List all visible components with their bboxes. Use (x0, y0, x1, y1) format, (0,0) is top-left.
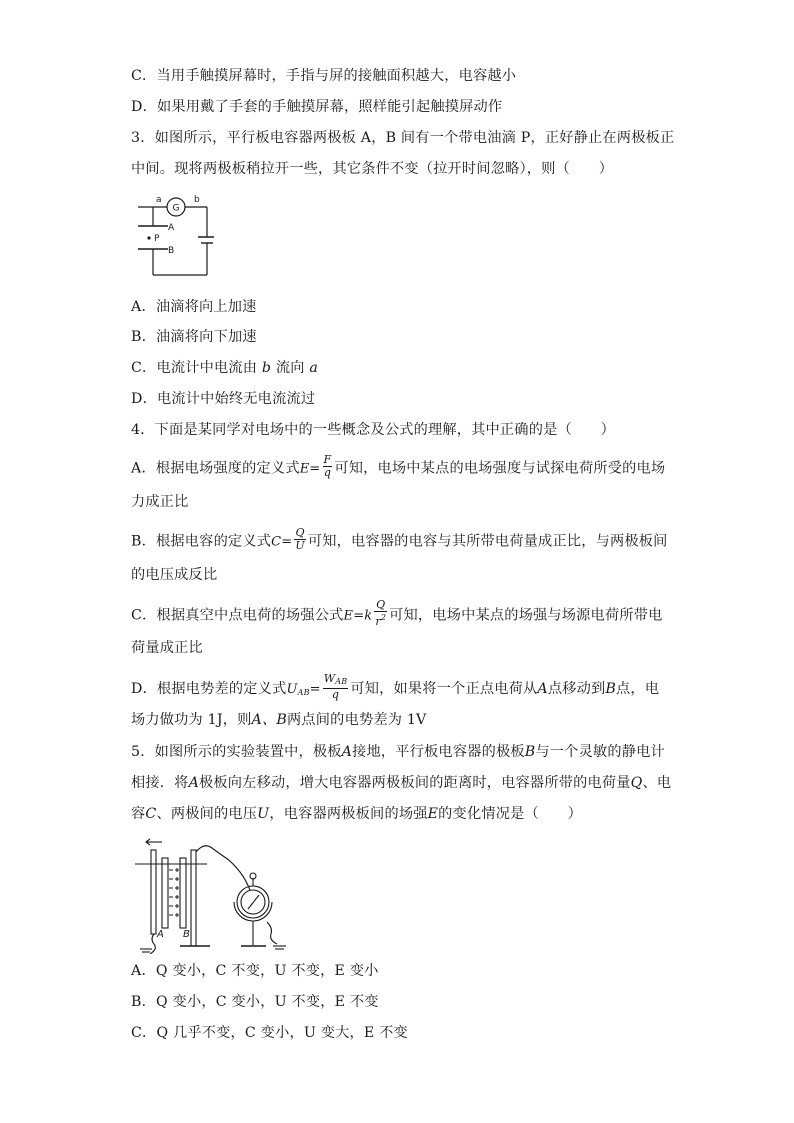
q5-stem-line2: 相接．将A极板向左移动，增大电容器两极板间的距离时，电容器所带的电荷量Q、电 (131, 775, 672, 791)
oil-drop-dot (147, 236, 150, 239)
q4-option-c-line2: 荷量成正比 (131, 640, 203, 656)
label-plate-a: A (157, 929, 164, 940)
label-plate-b: B (183, 929, 190, 940)
q4-option-d-line2: 场力做功为 1J，则A、B两点间的电势差为 1V (131, 712, 427, 728)
q5-option-a: A．Q 变小，C 不变，U 不变，E 变小 (131, 963, 379, 979)
q3-stem-line1: 3．如图所示，平行板电容器两极板 A，B 间有一个带电油滴 P，正好静止在两极板正 (131, 130, 675, 146)
formula-capacitance: $\frac{Q}{U}$ (295, 526, 305, 552)
q3-option-c: C．电流计中电流由 b 流向 a (131, 360, 319, 376)
q5-stem-line1: 5．如图所示的实验装置中，极板A接地，平行板电容器的极板B与一个灵敏的静电计 (131, 744, 665, 760)
q3-option-a: A．油滴将向上加速 (131, 299, 257, 315)
q3-option-b: B．油滴将向下加速 (131, 329, 257, 345)
label-b: b (194, 195, 200, 205)
q5-option-b: B．Q 变小，C 变小，U 不变，E 不变 (131, 994, 379, 1010)
label-a: a (156, 195, 162, 205)
formula-point-charge: $\frac{Q}{r^2}$ (375, 598, 387, 628)
negative-charges (169, 870, 173, 915)
label-plate-b: B (168, 246, 175, 256)
q5-stem-line3: 容C、两极间的电压U，电容器两极板间的场强E的变化情况是（ ） (131, 806, 583, 822)
q4-option-a-line2: 力成正比 (131, 494, 189, 510)
q3-circuit-diagram (134, 190, 214, 282)
q2-option-c: C．当用手触摸屏幕时，手指与屏的接触面积越大，电容越小 (131, 68, 517, 84)
positive-charges (175, 868, 179, 917)
q5-electrometer-apparatus (132, 836, 292, 954)
label-plate-a: A (168, 223, 175, 233)
q4-option-d-line1: D．根据电势差的定义式$U_{AB}=$ $\frac{W_{AB}}{q}$ 可知，如果将一个正点电荷从A点移动到B点，电 (131, 672, 660, 701)
q3-option-d: D．电流计中始终无电流流过 (131, 391, 316, 407)
label-p: P (154, 234, 160, 244)
q3-stem-line2: 中间。现将两极板稍拉开一些，其它条件不变（拉开时间忽略），则（ ） (131, 161, 614, 177)
formula-potential-difference: $\frac{W_{AB}}{q}$ (323, 672, 348, 701)
label-galvanometer: G (172, 203, 180, 214)
q4-option-c-line1: C．根据真空中点电荷的场强公式E=k $\frac{Q}{r^2}$ 可知，电场中某点的场强与场源电荷所带电 (131, 598, 663, 628)
q5-option-c: C．Q 几乎不变，C 变小，U 变大，E 不变 (131, 1025, 408, 1041)
formula-field-strength: $\frac{F}{q}$ (323, 453, 332, 479)
q4-stem: 4．下面是某同学对电场中的一些概念及公式的理解，其中正确的是（ ） (131, 422, 616, 438)
q2-option-d: D．如果用戴了手套的手触摸屏幕，照样能引起触摸屏动作 (131, 99, 503, 115)
q4-option-a-line1: A．根据电场强度的定义式E= $\frac{F}{q}$ 可知，电场中某点的电场强度与试探电荷所受的电场 (131, 453, 666, 479)
q4-option-b-line1: B．根据电容的定义式C= $\frac{Q}{U}$ 可知，电容器的电容与其所带电荷量成正比，与两极板间 (131, 526, 668, 552)
q4-option-b-line2: 的电压成反比 (131, 567, 218, 583)
